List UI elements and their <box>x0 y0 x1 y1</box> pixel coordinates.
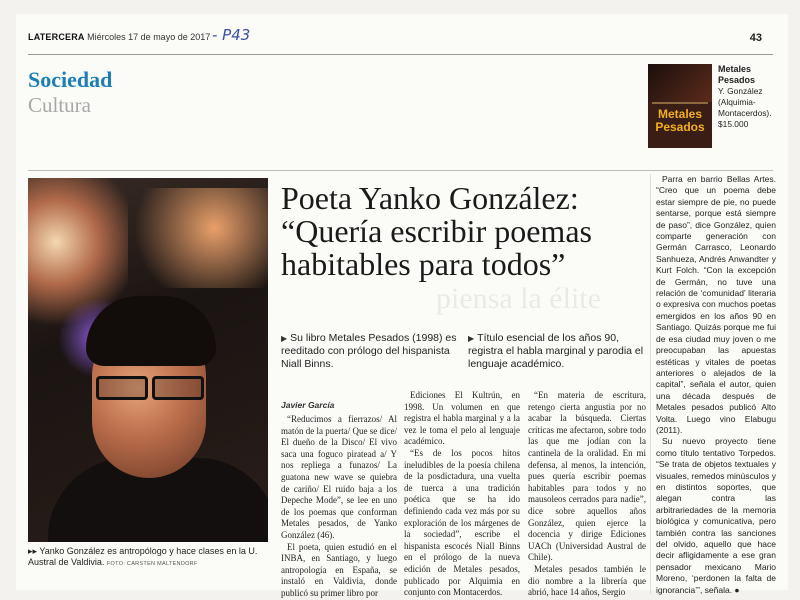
book-cover <box>648 64 712 148</box>
article-headline: Poeta Yanko González: “Quería escribir poemas habitables para todos” <box>281 180 592 282</box>
publication-date: Miércoles 17 de mayo de 2017 <box>87 32 211 42</box>
book-cover-title: Metales Pesados <box>655 107 705 134</box>
masthead-divider <box>28 54 773 55</box>
author-photo <box>28 178 268 542</box>
book-price: $15.000 <box>718 119 749 129</box>
caption-text: Yanko González es antropólogo y hace clases en la U. Austral de Valdivia. <box>28 546 258 567</box>
article-column-4: Parra en barrio Bellas Artes. “Creo que un poema debe estar siempre de pie, no puede sentarse, porque está siempre de paso”, dice González, quien comparte generación con Germán Carrasco, Leonardo Sanhueza, Andrés Anwandter y Kurt Folch. “Con la excepción de Germán, no tuve una relación de ‘comunidad’ literaria o expresiva con muchos poetas emergidos en los años 90 en Santiago. Quizás porque me fui de esa ciudad muy joven o me preocupaban las apuestas estéticas y vitales de poetas anteriores o alejados de la capital”, señala el autor, quien una década después de Metales pesados publicó Alto Volta. Luego vino Elabugu (2011). Su nuevo proyecto tiene como título tentativo Torpedos. “Se trata de objetos textuales y visuales, remedos minúsculos y en distintos soportes, que alegan contra las arbitrariedades de la memoria biológica y comunicativa, pero también contra las sanciones del olvido, aquello que hace decir afligidamente a ese gran pensador mexicano Mario Moreno, ‘perdonen la falta de ignorancia’”, señala. ● <box>656 174 776 595</box>
newspaper-page <box>16 14 788 598</box>
masthead-info <box>28 32 210 42</box>
article-column-3: “En materia de escritura, retengo cierta angustia por no acabar la búsqueda. Ciertas críticas me afectaron, sobre todo las que me jodían con la cantinela de la oralidad. En mi defensa, al menos, la intención, pues quería escribir poemas habitables para todos y no mausoleos cerrados para nadie”, dice sobre aquellos años González, quien ejerce la docencia y dirige Ediciones UACh (Universidad Austral de Chile). Metales pesados también le dio nombre a la librería que abrió, hace 14 años, Sergio <box>528 390 646 598</box>
photo-caption <box>28 546 272 570</box>
header-divider <box>28 170 773 171</box>
summary-bullet-2: ▶ Título esencial de los años 90, registra el habla marginal y parodia el lenguaje académico. <box>468 332 644 370</box>
masthead <box>16 26 788 52</box>
book-info <box>718 64 778 130</box>
byline: Javier García <box>281 400 335 410</box>
summary-bullet-1: ▶ Su libro Metales Pesados (1998) es reeditado con prólogo del hispanista Niall Binns. <box>281 332 457 370</box>
page-number: 43 <box>749 32 762 44</box>
bullet-triangle-icon: ▶ <box>468 334 475 343</box>
photo-credit: FOTO: CARSTEN MALTENDORF <box>106 561 198 567</box>
bullet-triangle-icon: ▶ <box>281 334 288 343</box>
article-column-2: Ediciones El Kultrún, en 1998. Un volumen en que registra el habla marginal y a la vez le toma el pelo al lenguaje académico. “Es de los pocos hitos ineludibles de la poesía chilena de la posdictadura, una vuelta de tuerca a una tradición poética que se ha ido definiendo cada vez más por su exploración de los márgenes de la sociedad”, escribe el hispanista escocés Niall Binns en el prólogo de la nueva edición de Metales pesados, publicado por Alquimia en conjunto con Montacerdos. <box>404 390 520 598</box>
book-details: Y. González (Alquimia-Montacerdos). <box>718 86 772 118</box>
section-title: Sociedad <box>28 67 113 92</box>
bleed-through-text: piensa la élite <box>436 282 601 315</box>
caption-marker: ▸▸ <box>28 546 38 556</box>
newspaper-name: LATERCERA <box>28 32 85 42</box>
book-title: Metales Pesados <box>718 64 756 85</box>
article-column-1: “Reducimos a fierrazos/ Al matón de la puerta/ Que se dice/ El dueño de la Disco/ El vivo saca una foguco piratead a/ Y nos repliega a funazos/ La guatona new wave se quiebra de cariño/ El ruido baja a los Depeche Mode”, se lee en uno de los poemas que conforman Metales pesados, de Yanko González (46). El poeta, quien estudió en el INBA, en Santiago, y luego antropología en España, se instaló en Valdivia, donde publicó su primer libro por <box>281 414 397 598</box>
subsection-title: Cultura <box>28 93 91 117</box>
column-divider <box>650 174 651 594</box>
handwritten-page-note: - P43 <box>212 26 251 44</box>
